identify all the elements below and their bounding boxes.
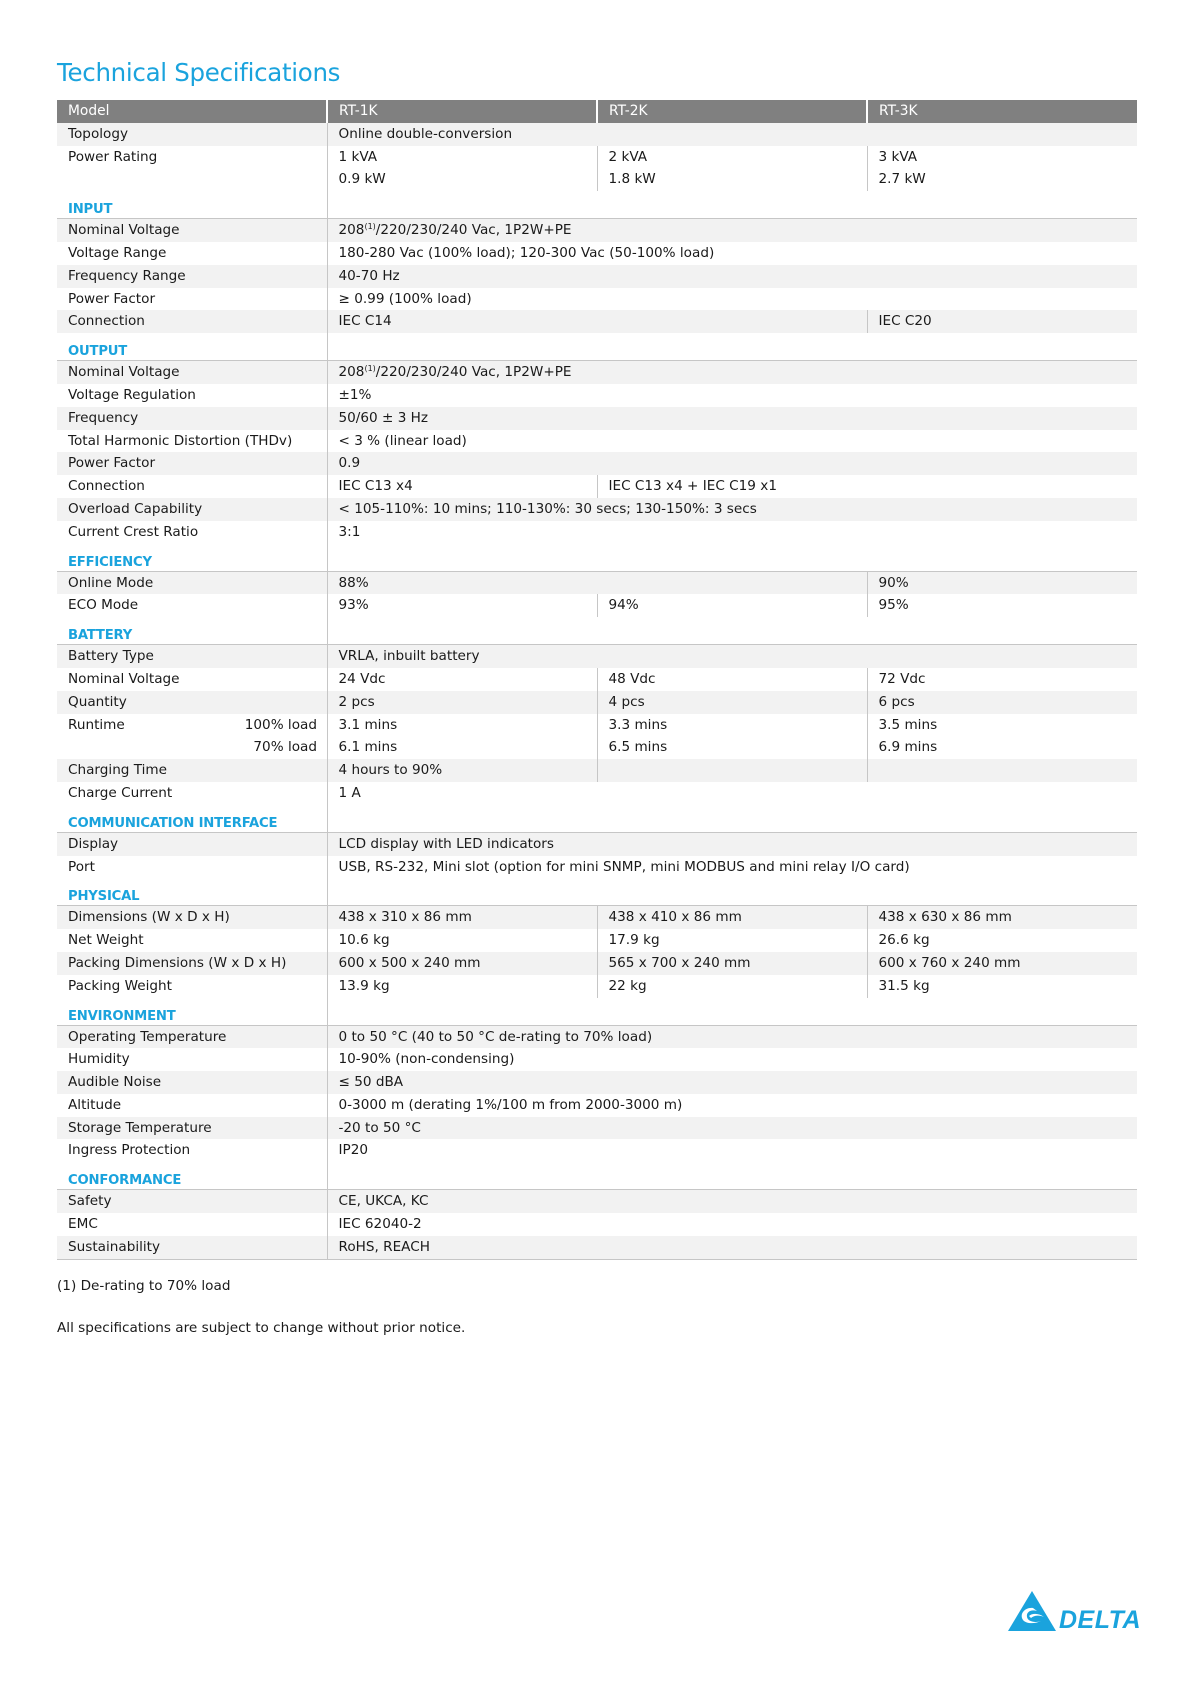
- row-value: 1 kVA: [327, 146, 597, 169]
- section-heading-row: [57, 333, 1137, 361]
- row-value: < 105-110%: 10 mins; 110-130%: 30 secs; 130-150%: 3 secs: [327, 498, 1137, 521]
- row-label: Charging Time: [57, 759, 327, 782]
- delta-logo-text: DELTA: [1059, 1606, 1141, 1632]
- runtime-sublabel: 70% load: [253, 739, 317, 756]
- row-label: Connection: [57, 310, 327, 333]
- table-row: [57, 310, 1137, 333]
- row-value: IEC C13 x4 + IEC C19 x1: [597, 475, 1137, 498]
- row-value: 3.3 mins: [597, 714, 867, 737]
- row-value: 50/60 ± 3 Hz: [327, 407, 1137, 430]
- table-row: [57, 1236, 1137, 1259]
- row-label: Display: [57, 832, 327, 855]
- row-value: -20 to 50 °C: [327, 1117, 1137, 1140]
- table-row: [57, 265, 1137, 288]
- row-value: IEC 62040-2: [327, 1213, 1137, 1236]
- table-row: [57, 219, 1137, 242]
- row-label: Audible Noise: [57, 1071, 327, 1094]
- row-label: EMC: [68, 1216, 98, 1233]
- table-row: [57, 288, 1137, 311]
- row-value: LCD display with LED indicators: [327, 832, 1137, 855]
- row-value: ≤ 50 dBA: [327, 1071, 1137, 1094]
- row-label: Ingress Protection: [68, 1142, 191, 1159]
- row-value: RoHS, REACH: [327, 1236, 1137, 1259]
- row-value: 31.5 kg: [867, 975, 1137, 998]
- row-label: Operating Temperature: [57, 1025, 327, 1048]
- table-row: [57, 430, 1137, 453]
- row-value: IEC C14: [327, 310, 867, 333]
- row-label: Power Rating: [68, 148, 158, 165]
- table-row: [57, 906, 1137, 929]
- row-value: 22 kg: [597, 975, 867, 998]
- row-value: 6.1 mins: [327, 736, 597, 759]
- row-label: Current Crest Ratio: [68, 523, 199, 540]
- table-row: [57, 782, 1137, 805]
- row-value: 10-90% (non-condensing): [327, 1048, 1137, 1071]
- row-value: 17.9 kg: [597, 929, 867, 952]
- table-row: [57, 691, 1137, 714]
- row-value: < 3 % (linear load): [327, 430, 1137, 453]
- row-value: 93%: [327, 594, 597, 617]
- row-value: 24 Vdc: [327, 668, 597, 691]
- row-value: 40-70 Hz: [327, 265, 1137, 288]
- table-row: [57, 1048, 1137, 1071]
- header-rt-2k: RT-2K: [597, 100, 867, 123]
- row-label: Port: [68, 858, 95, 875]
- page-title: Technical Specifications: [57, 58, 341, 87]
- row-value: 3 kVA: [867, 146, 1137, 169]
- row-label: Nominal Voltage: [57, 361, 327, 384]
- row-value: 180-280 Vac (100% load); 120-300 Vac (50-100% load): [327, 242, 1137, 265]
- table-row: [57, 832, 1137, 855]
- table-row: [57, 1213, 1137, 1236]
- row-value: 4 hours to 90%: [327, 759, 597, 782]
- table-row: [57, 759, 1137, 782]
- row-value: 95%: [867, 594, 1137, 617]
- row-value: 6.9 mins: [867, 736, 1137, 759]
- row-value: 2 pcs: [327, 691, 597, 714]
- row-label: Storage Temperature: [57, 1117, 327, 1140]
- section-heading-row: [57, 191, 1137, 219]
- row-label: Online Mode: [57, 571, 327, 594]
- header-model: Model: [57, 100, 327, 123]
- row-label: Sustainability: [57, 1236, 327, 1259]
- row-value: 0.9: [327, 452, 1137, 475]
- table-header-row: [57, 100, 1137, 123]
- section-heading-row: [57, 617, 1137, 645]
- row-value: 10.6 kg: [327, 929, 597, 952]
- row-value: IEC C20: [867, 310, 1137, 333]
- table-row: [57, 384, 1137, 407]
- row-label: Quantity: [57, 691, 327, 714]
- table-row: [57, 361, 1137, 384]
- row-label: Charge Current: [68, 784, 173, 801]
- row-label: Nominal Voltage: [57, 219, 327, 242]
- row-value: 438 x 410 x 86 mm: [597, 906, 867, 929]
- table-row: [57, 452, 1137, 475]
- table-row: [57, 736, 1137, 759]
- section-heading-battery: BATTERY: [57, 617, 327, 645]
- section-heading-row: [57, 878, 1137, 906]
- row-label: Nominal Voltage: [68, 670, 180, 687]
- row-label: Dimensions (W x D x H): [57, 906, 327, 929]
- row-value: 3:1: [327, 521, 1137, 544]
- row-label: ECO Mode: [68, 597, 139, 614]
- table-row: [57, 475, 1137, 498]
- row-label: Connection: [68, 478, 145, 495]
- section-heading-output: OUTPUT: [57, 333, 327, 361]
- row-value: 90%: [867, 571, 1137, 594]
- row-value: 3.1 mins: [327, 714, 597, 737]
- row-label: Frequency: [57, 407, 327, 430]
- row-value: 2.7 kW: [867, 168, 1137, 191]
- table-row: [57, 594, 1137, 617]
- row-label: Voltage Regulation: [68, 386, 196, 403]
- table-row: [57, 952, 1137, 975]
- row-label: Net Weight: [68, 932, 144, 949]
- row-value: 438 x 310 x 86 mm: [327, 906, 597, 929]
- delta-logo: [1007, 1590, 1141, 1632]
- row-value: 600 x 500 x 240 mm: [327, 952, 597, 975]
- row-value: 6.5 mins: [597, 736, 867, 759]
- row-label: Packing Dimensions (W x D x H): [57, 952, 327, 975]
- row-value: 48 Vdc: [597, 668, 867, 691]
- row-label: Altitude: [68, 1096, 122, 1113]
- row-value: 72 Vdc: [867, 668, 1137, 691]
- table-row: [57, 668, 1137, 691]
- row-label: [57, 736, 327, 759]
- row-value: 0 to 50 °C (40 to 50 °C de-rating to 70% load): [327, 1025, 1137, 1048]
- row-value: 565 x 700 x 240 mm: [597, 952, 867, 975]
- table-row: [57, 242, 1137, 265]
- row-value: 0-3000 m (derating 1%/100 m from 2000-3000 m): [327, 1094, 1137, 1117]
- section-heading-row: [57, 805, 1137, 833]
- table-row: [57, 714, 1137, 737]
- row-value: 3.5 mins: [867, 714, 1137, 737]
- spec-table: [57, 100, 1137, 1260]
- table-row: [57, 1139, 1137, 1162]
- runtime-sublabel: 100% load: [244, 716, 317, 733]
- row-value: ±1%: [327, 384, 1137, 407]
- table-row: [57, 929, 1137, 952]
- row-value: 208$^{(1)}$/220/230/240 Vac, 1P2W+PE: [327, 361, 1137, 384]
- table-row: [57, 1025, 1137, 1048]
- header-rt-1k: RT-1K: [327, 100, 597, 123]
- table-row: [57, 168, 1137, 191]
- row-value: USB, RS-232, Mini slot (option for mini SNMP, mini MODBUS and mini relay I/O card): [327, 856, 1137, 879]
- table-row: [57, 975, 1137, 998]
- row-value: 438 x 630 x 86 mm: [867, 906, 1137, 929]
- row-label: Topology: [57, 123, 327, 146]
- row-value: 88%: [327, 571, 867, 594]
- row-label: Safety: [57, 1190, 327, 1213]
- section-heading-conformance: CONFORMANCE: [57, 1162, 327, 1190]
- row-label: Battery Type: [57, 645, 327, 668]
- row-value: 1.8 kW: [597, 168, 867, 191]
- row-value: IEC C13 x4: [327, 475, 597, 498]
- table-row: [57, 407, 1137, 430]
- section-heading-physical: PHYSICAL: [57, 878, 327, 906]
- section-heading-input: INPUT: [57, 191, 327, 219]
- row-value: VRLA, inbuilt battery: [327, 645, 1137, 668]
- table-row: [57, 123, 1137, 146]
- row-value: ≥ 0.99 (100% load): [327, 288, 1137, 311]
- header-rt-3k: RT-3K: [867, 100, 1137, 123]
- table-row: [57, 521, 1137, 544]
- row-label: Total Harmonic Distortion (THDv): [68, 432, 293, 449]
- row-value: Online double-conversion: [327, 123, 1137, 146]
- row-value: CE, UKCA, KC: [327, 1190, 1137, 1213]
- row-value: 2 kVA: [597, 146, 867, 169]
- row-value: 6 pcs: [867, 691, 1137, 714]
- row-value: 600 x 760 x 240 mm: [867, 952, 1137, 975]
- section-heading-environment: ENVIRONMENT: [57, 998, 327, 1026]
- row-label: Overload Capability: [57, 498, 327, 521]
- table-row: [57, 1117, 1137, 1140]
- table-row: [57, 645, 1137, 668]
- row-label: Power Factor: [57, 452, 327, 475]
- row-value: IP20: [327, 1139, 1137, 1162]
- row-value: 208$^{(1)}$/220/230/240 Vac, 1P2W+PE: [327, 219, 1137, 242]
- row-label: Packing Weight: [68, 977, 172, 994]
- section-heading-row: [57, 544, 1137, 572]
- footnote: (1) De-rating to 70% load: [57, 1278, 231, 1294]
- section-heading-row: [57, 1162, 1137, 1190]
- table-row: [57, 571, 1137, 594]
- section-heading-communication: COMMUNICATION INTERFACE: [57, 805, 327, 833]
- row-value: 4 pcs: [597, 691, 867, 714]
- row-label: Voltage Range: [68, 244, 167, 261]
- row-label: Humidity: [68, 1051, 130, 1068]
- delta-triangle-icon: [1008, 1591, 1056, 1631]
- row-value: 13.9 kg: [327, 975, 597, 998]
- table-row: [57, 1190, 1137, 1213]
- section-heading-efficiency: EFFICIENCY: [57, 544, 327, 572]
- section-heading-row: [57, 998, 1137, 1026]
- table-row: [57, 498, 1137, 521]
- row-label: Power Factor: [68, 290, 156, 307]
- table-row: [57, 856, 1137, 879]
- row-value: 26.6 kg: [867, 929, 1137, 952]
- row-label: Frequency Range: [57, 265, 327, 288]
- row-value: 0.9 kW: [327, 168, 597, 191]
- table-row: [57, 1094, 1137, 1117]
- row-value: 1 A: [327, 782, 1137, 805]
- row-value: 94%: [597, 594, 867, 617]
- row-label: Runtime 100% load: [57, 714, 327, 737]
- table-row: [57, 146, 1137, 169]
- table-row: [57, 1071, 1137, 1094]
- disclaimer-notice: All specifications are subject to change without prior notice.: [57, 1320, 466, 1336]
